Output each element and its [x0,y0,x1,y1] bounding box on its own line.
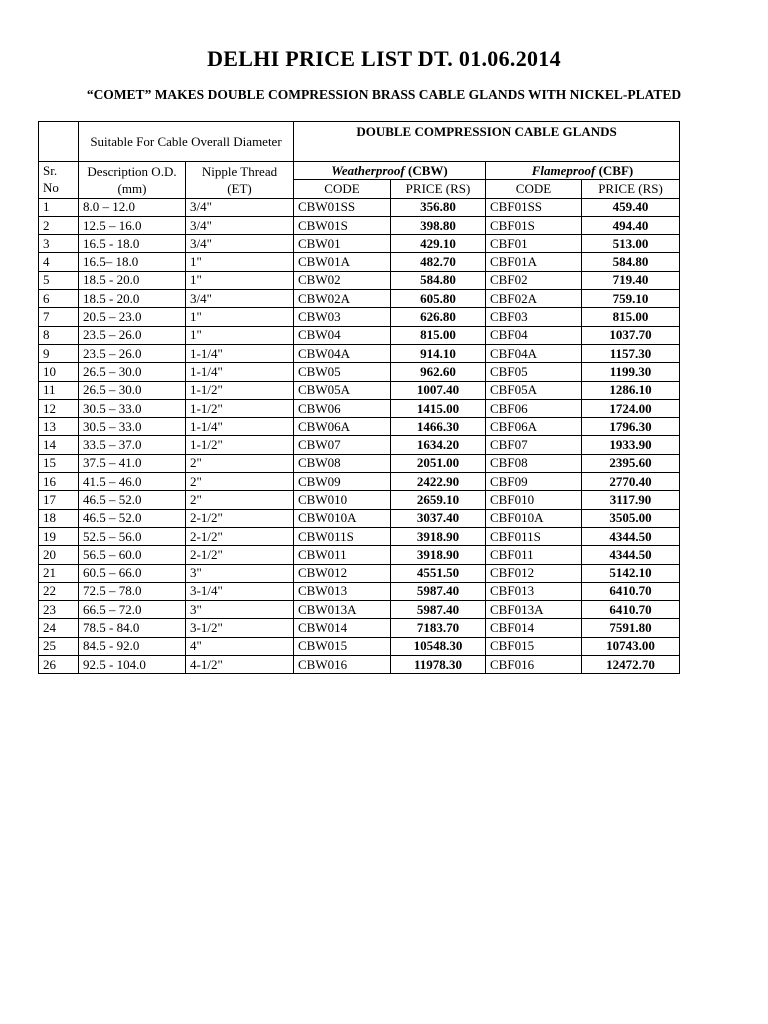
header-double-compression: DOUBLE COMPRESSION CABLE GLANDS [294,122,680,162]
description-cell: 18.5 - 20.0 [79,290,186,308]
description-cell: 20.5 – 23.0 [79,308,186,326]
sr-no-cell: 10 [39,363,79,381]
cbf-price-cell: 584.80 [582,253,680,271]
description-cell: 23.5 – 26.0 [79,326,186,344]
header-flameproof [486,162,680,180]
cbw-code-cell: CBW03 [294,308,391,326]
header-sr-no: Sr. No [39,162,79,199]
flameproof-label: Flameproof [531,162,596,178]
cbw-price-cell: 3918.90 [391,527,486,545]
cbf-price-cell: 494.40 [582,216,680,234]
nipple-thread-cell: 2-1/2" [186,509,294,527]
cbw-price-cell: 1007.40 [391,381,486,399]
header-empty-cell [39,122,79,162]
cbf-code-cell: CBF015 [486,637,582,655]
cbf-price-cell: 7591.80 [582,619,680,637]
header-nipple-thread: Nipple Thread (ET) [186,162,294,199]
nipple-thread-cell: 1-1/2" [186,399,294,417]
cbw-price-cell: 626.80 [391,308,486,326]
cbf-price-cell: 12472.70 [582,656,680,674]
cbf-price-cell: 5142.10 [582,564,680,582]
sr-no-cell: 4 [39,253,79,271]
sr-no-cell: 21 [39,564,79,582]
cbw-code-cell: CBW013A [294,601,391,619]
cbw-price-cell: 1634.20 [391,436,486,454]
description-cell: 16.5 - 18.0 [79,235,186,253]
cbf-code-cell: CBF02 [486,271,582,289]
cbf-price-cell: 1037.70 [582,326,680,344]
sr-no-cell: 7 [39,308,79,326]
table-row [39,290,680,308]
nipple-thread-cell: 3-1/4" [186,582,294,600]
sr-no-cell: 9 [39,344,79,362]
cbf-price-cell: 815.00 [582,308,680,326]
cbw-code-cell: CBW010A [294,509,391,527]
header-suitable-diameter: Suitable For Cable Overall Diameter [79,122,294,162]
table-row [39,527,680,545]
description-cell: 30.5 – 33.0 [79,418,186,436]
description-cell: 18.5 - 20.0 [79,271,186,289]
cbw-code-cell: CBW01SS [294,198,391,216]
nipple-thread-cell: 3" [186,564,294,582]
description-cell: 41.5 – 46.0 [79,473,186,491]
description-cell: 72.5 – 78.0 [79,582,186,600]
cbf-code-cell: CBF01S [486,216,582,234]
cbw-price-cell: 914.10 [391,344,486,362]
cbw-code-cell: CBW011 [294,546,391,564]
table-row [39,582,680,600]
table-row [39,637,680,655]
nipple-thread-cell: 3/4" [186,290,294,308]
description-cell: 30.5 – 33.0 [79,399,186,417]
sr-no-cell: 6 [39,290,79,308]
cbf-code-cell: CBF07 [486,436,582,454]
sr-no-cell: 12 [39,399,79,417]
cbf-code-cell: CBF011 [486,546,582,564]
cbf-code-cell: CBF01 [486,235,582,253]
table-row [39,399,680,417]
sr-no-cell: 14 [39,436,79,454]
table-row [39,418,680,436]
cbw-code-cell: CBW02A [294,290,391,308]
cbf-price-cell: 4344.50 [582,527,680,545]
cbw-code-cell: CBW012 [294,564,391,582]
nipple-thread-cell: 3/4" [186,198,294,216]
cbf-code-cell: CBF06A [486,418,582,436]
cbf-code-cell: CBF011S [486,527,582,545]
cbw-code-cell: CBW01S [294,216,391,234]
cbw-price-cell: 605.80 [391,290,486,308]
nipple-thread-cell: 1" [186,253,294,271]
cbw-price-cell: 4551.50 [391,564,486,582]
table-row [39,363,680,381]
nipple-thread-cell: 3-1/2" [186,619,294,637]
sr-no-cell: 26 [39,656,79,674]
cbw-code-cell: CBW011S [294,527,391,545]
cbw-code-cell: CBW01 [294,235,391,253]
table-row [39,454,680,472]
description-cell: 84.5 - 92.0 [79,637,186,655]
nipple-thread-cell: 4" [186,637,294,655]
cbf-code-cell: CBF01A [486,253,582,271]
sr-no-cell: 23 [39,601,79,619]
cbf-price-cell: 1933.90 [582,436,680,454]
cbw-price-cell: 815.00 [391,326,486,344]
flameproof-code: (CBF) [598,162,634,178]
sr-no-cell: 2 [39,216,79,234]
header-cbf-code: CODE [486,180,582,198]
nipple-thread-cell: 3/4" [186,216,294,234]
cbw-price-cell: 356.80 [391,198,486,216]
nipple-thread-cell: 2" [186,454,294,472]
cbw-price-cell: 5987.40 [391,582,486,600]
cbw-code-cell: CBW06 [294,399,391,417]
cbf-price-cell: 6410.70 [582,582,680,600]
sr-no-cell: 5 [39,271,79,289]
table-row [39,235,680,253]
nipple-thread-cell: 1-1/4" [186,344,294,362]
description-cell: 46.5 – 52.0 [79,491,186,509]
cbf-price-cell: 1724.00 [582,399,680,417]
nipple-thread-cell: 3" [186,601,294,619]
cbf-code-cell: CBF04A [486,344,582,362]
cbw-code-cell: CBW07 [294,436,391,454]
table-row [39,198,680,216]
cbf-code-cell: CBF016 [486,656,582,674]
nipple-thread-cell: 1" [186,326,294,344]
sr-no-cell: 11 [39,381,79,399]
sr-no-cell: 17 [39,491,79,509]
cbw-code-cell: CBW08 [294,454,391,472]
table-row [39,308,680,326]
description-cell: 23.5 – 26.0 [79,344,186,362]
cbf-code-cell: CBF05A [486,381,582,399]
description-cell: 52.5 – 56.0 [79,527,186,545]
cbw-price-cell: 7183.70 [391,619,486,637]
cbw-price-cell: 3037.40 [391,509,486,527]
cbf-price-cell: 513.00 [582,235,680,253]
page-subtitle: “COMET” MAKES DOUBLE COMPRESSION BRASS CABLE GLANDS WITH NICKEL-PLATED [86,87,682,102]
cbw-price-cell: 398.80 [391,216,486,234]
nipple-thread-cell: 1-1/4" [186,363,294,381]
cbf-price-cell: 2770.40 [582,473,680,491]
description-cell: 33.5 – 37.0 [79,436,186,454]
table-row [39,473,680,491]
sr-no-cell: 24 [39,619,79,637]
nipple-thread-cell: 1-1/2" [186,381,294,399]
description-cell: 12.5 – 16.0 [79,216,186,234]
cbf-code-cell: CBF02A [486,290,582,308]
cbw-code-cell: CBW05A [294,381,391,399]
cbf-code-cell: CBF01SS [486,198,582,216]
table-row [39,381,680,399]
sr-no-cell: 8 [39,326,79,344]
cbf-price-cell: 1286.10 [582,381,680,399]
cbw-code-cell: CBW01A [294,253,391,271]
cbf-code-cell: CBF05 [486,363,582,381]
sr-no-cell: 18 [39,509,79,527]
sr-no-cell: 20 [39,546,79,564]
cbf-code-cell: CBF09 [486,473,582,491]
weatherproof-code: (CBW) [407,162,448,178]
cbw-price-cell: 2659.10 [391,491,486,509]
cbf-code-cell: CBF04 [486,326,582,344]
cbf-code-cell: CBF03 [486,308,582,326]
sr-no-cell: 1 [39,198,79,216]
cbw-price-cell: 11978.30 [391,656,486,674]
description-cell: 26.5 – 30.0 [79,381,186,399]
table-row [39,564,680,582]
cbf-code-cell: CBF08 [486,454,582,472]
table-row [39,656,680,674]
cbw-price-cell: 10548.30 [391,637,486,655]
description-cell: 66.5 – 72.0 [79,601,186,619]
cbf-price-cell: 4344.50 [582,546,680,564]
sr-no-cell: 25 [39,637,79,655]
cbf-price-cell: 1796.30 [582,418,680,436]
cbw-code-cell: CBW09 [294,473,391,491]
sr-no-cell: 13 [39,418,79,436]
cbf-code-cell: CBF013A [486,601,582,619]
cbf-code-cell: CBF014 [486,619,582,637]
description-cell: 60.5 – 66.0 [79,564,186,582]
header-cbf-price: PRICE (RS) [582,180,680,198]
table-row [39,619,680,637]
cbw-price-cell: 2422.90 [391,473,486,491]
cbw-code-cell: CBW04A [294,344,391,362]
header-description: Description O.D.(mm) [79,162,186,199]
cbf-code-cell: CBF013 [486,582,582,600]
sr-no-cell: 22 [39,582,79,600]
cbw-code-cell: CBW016 [294,656,391,674]
table-row [39,253,680,271]
nipple-thread-cell: 2" [186,491,294,509]
description-cell: 78.5 - 84.0 [79,619,186,637]
description-cell: 46.5 – 52.0 [79,509,186,527]
sr-no-cell: 16 [39,473,79,491]
table-row [39,601,680,619]
header-cbw-code: CODE [294,180,391,198]
cbw-code-cell: CBW04 [294,326,391,344]
header-row-1 [39,122,680,162]
cbf-price-cell: 3117.90 [582,491,680,509]
cbf-price-cell: 719.40 [582,271,680,289]
cbf-price-cell: 759.10 [582,290,680,308]
cbw-code-cell: CBW05 [294,363,391,381]
nipple-thread-cell: 4-1/2" [186,656,294,674]
nipple-thread-cell: 1" [186,308,294,326]
cbw-code-cell: CBW06A [294,418,391,436]
cbf-code-cell: CBF010A [486,509,582,527]
table-row [39,216,680,234]
cbf-price-cell: 1199.30 [582,363,680,381]
table-row [39,344,680,362]
sr-no-cell: 19 [39,527,79,545]
table-row [39,491,680,509]
sr-no-cell: 15 [39,454,79,472]
cbw-price-cell: 482.70 [391,253,486,271]
nipple-thread-cell: 3/4" [186,235,294,253]
header-cbw-price: PRICE (RS) [391,180,486,198]
nipple-thread-cell: 2" [186,473,294,491]
nipple-thread-cell: 1" [186,271,294,289]
nipple-thread-cell: 1-1/2" [186,436,294,454]
cbf-code-cell: CBF012 [486,564,582,582]
cbf-price-cell: 2395.60 [582,454,680,472]
description-cell: 16.5– 18.0 [79,253,186,271]
cbw-code-cell: CBW014 [294,619,391,637]
weatherproof-label: Weatherproof [331,162,405,178]
cbw-price-cell: 962.60 [391,363,486,381]
table-row [39,546,680,564]
header-weatherproof [294,162,486,180]
cbf-price-cell: 1157.30 [582,344,680,362]
cbf-price-cell: 6410.70 [582,601,680,619]
sr-no-cell: 3 [39,235,79,253]
table-row [39,271,680,289]
cbw-price-cell: 1415.00 [391,399,486,417]
header-row-2 [39,162,680,180]
description-cell: 56.5 – 60.0 [79,546,186,564]
cbw-price-cell: 1466.30 [391,418,486,436]
nipple-thread-cell: 2-1/2" [186,527,294,545]
cbf-price-cell: 3505.00 [582,509,680,527]
nipple-thread-cell: 2-1/2" [186,546,294,564]
cbf-price-cell: 10743.00 [582,637,680,655]
cbf-price-cell: 459.40 [582,198,680,216]
cbw-code-cell: CBW015 [294,637,391,655]
table-row [39,436,680,454]
cbw-price-cell: 2051.00 [391,454,486,472]
table-row [39,326,680,344]
cbf-code-cell: CBF06 [486,399,582,417]
cbw-price-cell: 429.10 [391,235,486,253]
description-cell: 26.5 – 30.0 [79,363,186,381]
cbw-code-cell: CBW013 [294,582,391,600]
cbw-code-cell: CBW010 [294,491,391,509]
page-title: DELHI PRICE LIST DT. 01.06.2014 [207,46,561,71]
description-cell: 8.0 – 12.0 [79,198,186,216]
description-cell: 92.5 - 104.0 [79,656,186,674]
table-row [39,509,680,527]
cbw-price-cell: 584.80 [391,271,486,289]
cbw-price-cell: 5987.40 [391,601,486,619]
nipple-thread-cell: 1-1/4" [186,418,294,436]
price-table [38,121,680,674]
cbf-code-cell: CBF010 [486,491,582,509]
description-cell: 37.5 – 41.0 [79,454,186,472]
cbw-price-cell: 3918.90 [391,546,486,564]
cbw-code-cell: CBW02 [294,271,391,289]
